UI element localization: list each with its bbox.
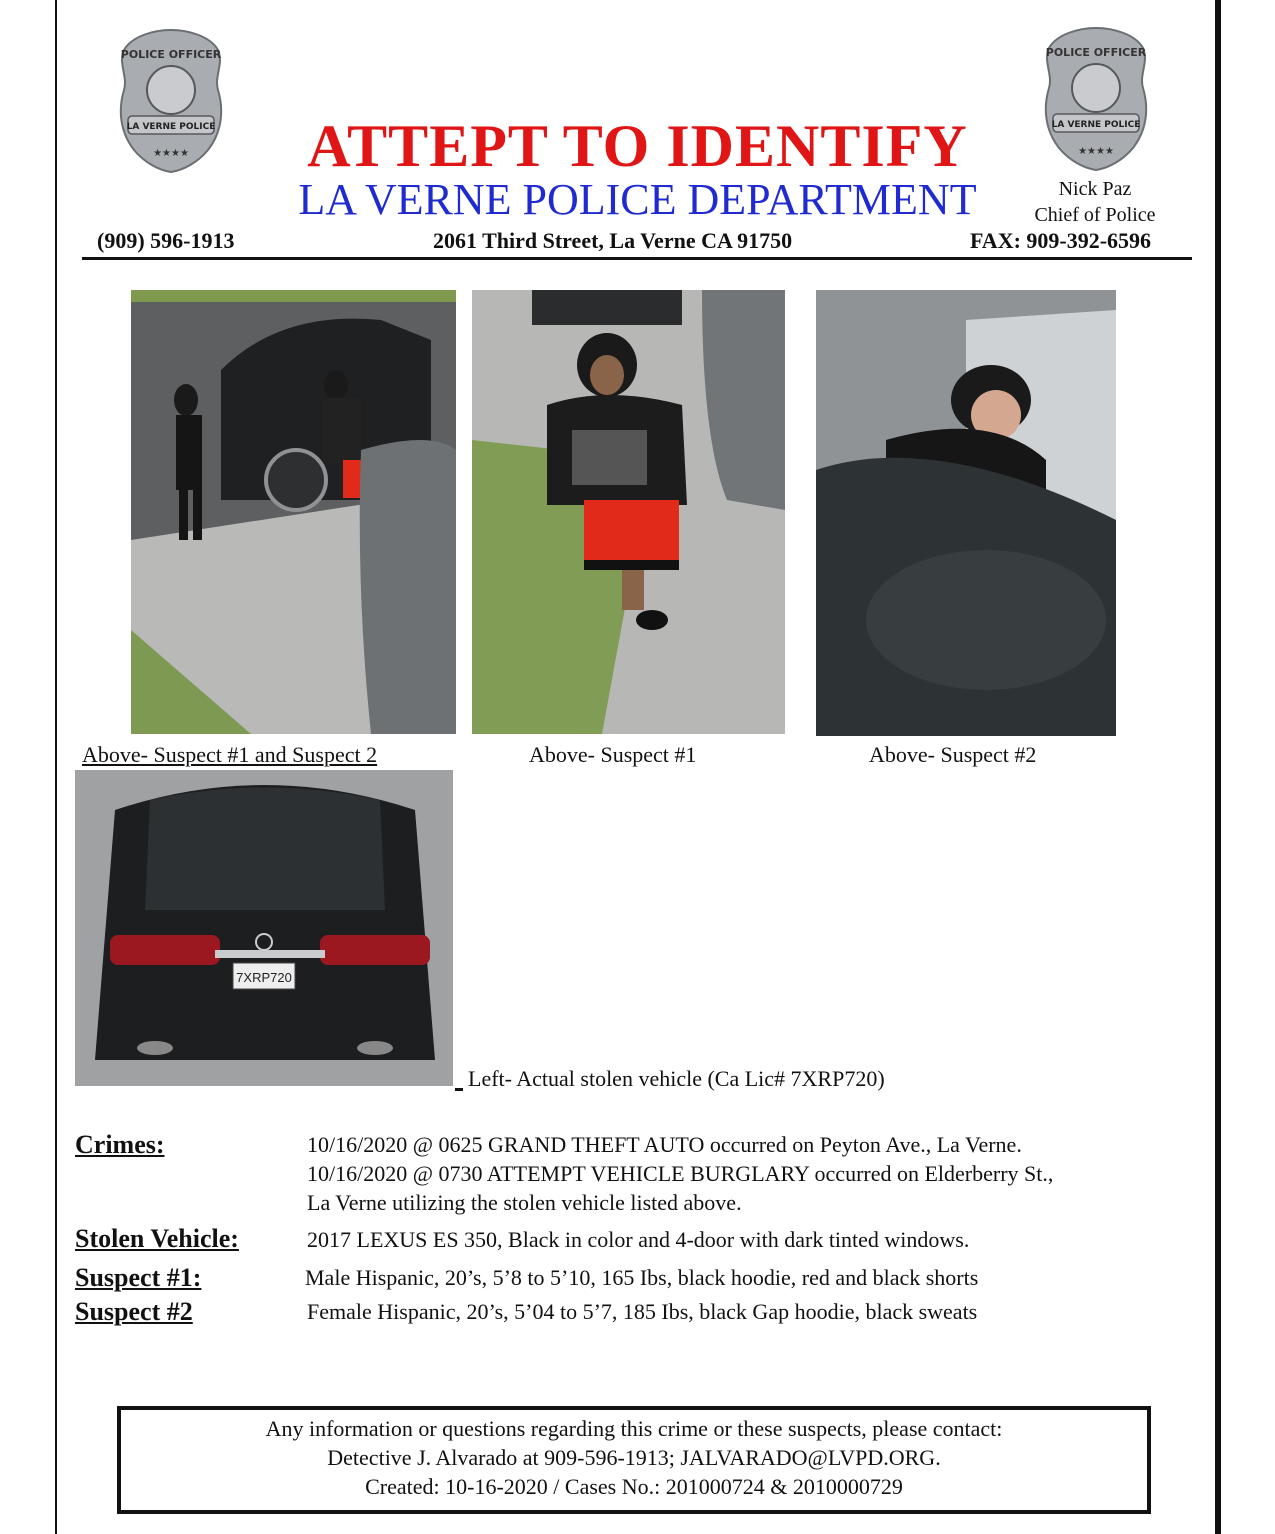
badge-top-text: POLICE OFFICER [1045, 46, 1147, 59]
svg-text:★★★★: ★★★★ [153, 148, 189, 159]
chief-block [1010, 176, 1180, 228]
crimes-label: Crimes: [75, 1130, 165, 1159]
caption-underline-mark [455, 1088, 463, 1091]
badge-bottom-text: LA VERNE POLICE [1051, 120, 1141, 130]
page-border-right [1215, 0, 1221, 1534]
suspect-1-label: Suspect #1: [75, 1263, 202, 1292]
suspect-1-value: Male Hispanic, 20’s, 5’8 to 5’10, 165 Ibs, black hoodie, red and black shorts [305, 1265, 979, 1290]
badge-bottom-text: LA VERNE POLICE [126, 122, 216, 132]
contact-text [117, 1414, 1151, 1501]
header-divider [82, 257, 1192, 260]
department-name: LA VERNE POLICE DEPARTMENT [298, 175, 977, 224]
caption-photo-1: Above- Suspect #1 and Suspect 2 [82, 742, 378, 767]
stolen-vehicle-label: Stolen Vehicle: [75, 1224, 239, 1253]
crimes-line-3: La Verne utilizing the stolen vehicle listed above. [307, 1190, 742, 1215]
page-border-left [55, 0, 57, 1534]
stolen-vehicle-value: 2017 LEXUS ES 350, Black in color and 4-door with dark tinted windows. [307, 1227, 970, 1252]
badge-top-text: POLICE OFFICER [120, 48, 222, 61]
contact-line-2: Detective J. Alvarado at 909-596-1913; JALVARADO@LVPD.ORG. [327, 1445, 941, 1470]
license-plate: 7XRP720 [236, 970, 292, 985]
photo-stolen-vehicle [75, 770, 453, 1086]
fax-number: FAX: 909-392-6596 [970, 228, 1152, 253]
caption-photo-3: Above- Suspect #2 [869, 742, 1037, 767]
contact-line-3: Created: 10-16-2020 / Cases No.: 201000724 & 2010000729 [365, 1474, 903, 1499]
contact-line-1: Any information or questions regarding this crime or these suspects, please contact: [265, 1416, 1003, 1441]
suspect-2-label: Suspect #2 [75, 1297, 193, 1326]
chief-name: Nick Paz [1058, 178, 1132, 200]
photo-suspects-1-and-2 [131, 290, 456, 734]
photo-suspect-1 [472, 290, 785, 734]
svg-text:★★★★: ★★★★ [1078, 146, 1114, 157]
address: 2061 Third Street, La Verne CA 91750 [433, 228, 793, 253]
caption-vehicle: Left- Actual stolen vehicle (Ca Lic# 7XRP720) [468, 1066, 885, 1091]
photo-suspect-2 [816, 290, 1116, 736]
page-title: ATTEPT TO IDENTIFY [307, 113, 968, 179]
chief-title: Chief of Police [1034, 204, 1156, 226]
caption-photo-2: Above- Suspect #1 [529, 742, 697, 767]
phone-number: (909) 596-1913 [97, 228, 235, 253]
crimes-line-1: 10/16/2020 @ 0625 GRAND THEFT AUTO occurred on Peyton Ave., La Verne. [307, 1132, 1022, 1157]
suspect-2-value: Female Hispanic, 20’s, 5’04 to 5’7, 185 Ibs, black Gap hoodie, black sweats [307, 1299, 978, 1324]
crimes-line-2: 10/16/2020 @ 0730 ATTEMPT VEHICLE BURGLARY occurred on Elderberry St., [307, 1161, 1054, 1186]
